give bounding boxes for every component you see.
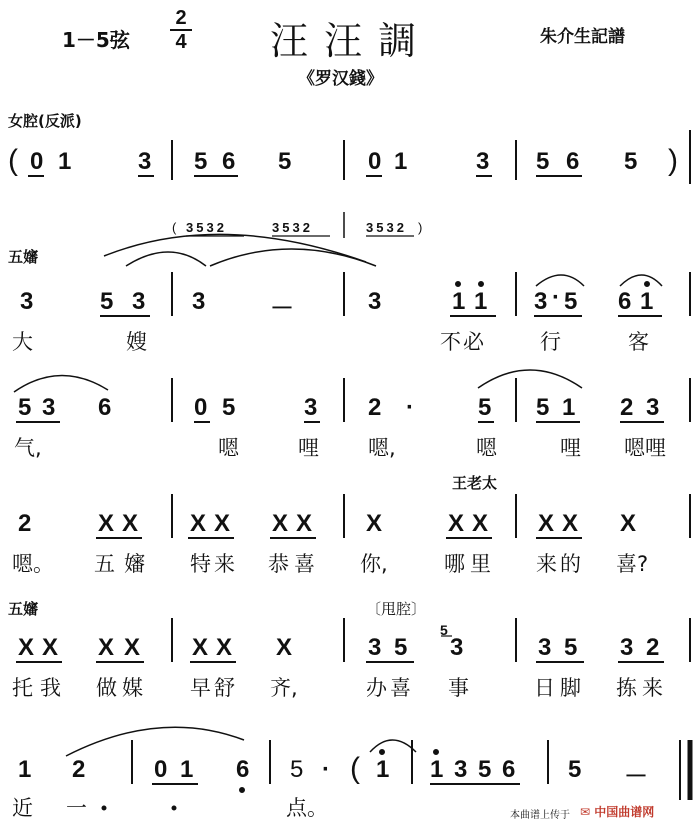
note: X [562, 510, 579, 537]
note: 1 [430, 756, 444, 783]
note: 5 [222, 394, 236, 421]
lyric: 一 [66, 796, 87, 820]
note: 5 [624, 148, 638, 175]
note: 5 [278, 148, 292, 175]
note: X [190, 510, 207, 537]
upload-note: 本曲谱上传于 [510, 810, 570, 821]
note: 3 [620, 634, 634, 661]
note: ( [8, 144, 18, 177]
accomp-note: 3532 [186, 220, 227, 235]
note: 1 [640, 288, 654, 315]
note: 2 [646, 634, 660, 661]
note: ( [350, 752, 360, 785]
note: 5 [536, 394, 550, 421]
note: 2 [18, 510, 32, 537]
note: 3 [192, 288, 206, 315]
accomp-note: ( [172, 220, 177, 235]
note: 3 [454, 756, 468, 783]
note: 3 [132, 288, 146, 315]
lyric: 的 [560, 552, 581, 576]
note: 3 [20, 288, 34, 315]
note: 3 [42, 394, 56, 421]
lyric: 托 [12, 676, 33, 700]
note: 5 [194, 148, 208, 175]
note: ) [668, 144, 678, 177]
lyric: 喜? [616, 552, 649, 576]
lyric: 来 [536, 552, 557, 576]
octave-dot-low [103, 807, 106, 810]
note: 3 [534, 288, 548, 315]
note: 1 [452, 288, 466, 315]
lyric: 拣 [616, 676, 637, 700]
role-female: 女腔(反派) [8, 112, 82, 130]
octave-dot [645, 282, 649, 286]
note: 3 [304, 394, 318, 421]
slur [14, 375, 108, 392]
octave-dot [456, 282, 460, 286]
note: 0 [194, 394, 208, 421]
site-name: 中国曲谱网 [594, 805, 655, 819]
slur [620, 275, 662, 286]
note: 1 [18, 756, 32, 783]
lyric: 嫂 [126, 330, 147, 354]
note: 5 [564, 634, 578, 661]
lyric: 大 [12, 330, 33, 354]
transcriber: 朱介生記譜 [540, 27, 625, 47]
note: 5 [290, 756, 304, 783]
lyric: 哪 [444, 552, 465, 576]
note: X [18, 634, 35, 661]
octave-dot-low [173, 807, 176, 810]
note: 3 [646, 394, 660, 421]
slur [104, 234, 366, 262]
note: 5 [478, 394, 492, 421]
lyric: 五 [94, 552, 115, 576]
logo-icon: ✉ [580, 805, 591, 819]
lyric: 气, [14, 436, 42, 460]
note: 2 [368, 394, 382, 421]
note: X [448, 510, 465, 537]
note: · [322, 756, 330, 783]
note: · [552, 284, 560, 311]
lyric: 近 [12, 796, 33, 820]
octave-dot [479, 282, 483, 286]
shuaiqiang-mark: 〔甩腔〕 [366, 600, 427, 618]
lyric: 脚 [560, 676, 581, 700]
lyric: 客 [628, 330, 649, 354]
grace-note: 5 [440, 622, 448, 638]
lyric: 嗯 [218, 436, 239, 460]
note: 6 [566, 148, 580, 175]
note: X [98, 510, 115, 537]
slur [478, 370, 582, 388]
accomp-note: 3532 [366, 220, 407, 235]
note: X [98, 634, 115, 661]
lyric: 你, [360, 552, 388, 576]
note: 1 [376, 756, 390, 783]
note: 6 [236, 756, 250, 783]
note: X [366, 510, 383, 537]
accomp-note: 3532 [272, 220, 313, 235]
note: 0 [368, 148, 382, 175]
note: － [270, 295, 294, 322]
note: 1 [394, 148, 408, 175]
note: X [216, 634, 233, 661]
note: 0 [30, 148, 44, 175]
lyric: 点。 [286, 796, 328, 820]
time-numerator: 2 [175, 7, 187, 29]
note: 6 [222, 148, 236, 175]
slur [66, 727, 244, 756]
role-wuchen: 五嬸 [8, 248, 39, 266]
lyric: 特 [190, 552, 211, 576]
lyric: 哩 [560, 436, 581, 460]
note: 2 [72, 756, 86, 783]
lyric: 来 [642, 676, 663, 700]
lyric: 事 [448, 676, 469, 700]
note: 2 [620, 394, 634, 421]
lyric: 行 [540, 330, 561, 354]
lyric: 办 [366, 676, 387, 700]
accomp-note: ) [418, 220, 423, 235]
lyric: 日 [534, 676, 555, 700]
slur [370, 740, 416, 752]
note: 3 [450, 634, 464, 661]
note: 0 [154, 756, 168, 783]
lyric: 舒 [214, 676, 235, 700]
note: 5 [564, 288, 578, 315]
note: 3 [138, 148, 152, 175]
octave-dot [434, 750, 438, 754]
lyric: 媒 [122, 676, 143, 700]
note: · [406, 394, 414, 421]
song-title: 汪 汪 調 [270, 19, 419, 63]
octave-dot [380, 750, 384, 754]
tuning-label: 1－5弦 [62, 28, 130, 52]
lyric: 嬸 [124, 552, 145, 576]
note: X [214, 510, 231, 537]
lyric: 嗯哩 [624, 436, 666, 460]
note: X [538, 510, 555, 537]
time-denominator: 4 [175, 31, 187, 53]
note: 3 [368, 634, 382, 661]
subtitle: 《罗汉錢》 [298, 69, 383, 89]
note: 1 [58, 148, 72, 175]
note: 5 [536, 148, 550, 175]
note: 1 [562, 394, 576, 421]
lyric: 恭 [268, 552, 289, 576]
lyric: 里 [470, 552, 491, 576]
lyric: 喜 [294, 552, 315, 576]
note: － [624, 763, 648, 790]
note: X [296, 510, 313, 537]
note: 3 [368, 288, 382, 315]
note: 5 [478, 756, 492, 783]
lyric: 来 [214, 552, 235, 576]
note: 3 [476, 148, 490, 175]
note: 1 [474, 288, 488, 315]
note: X [42, 634, 59, 661]
slur [210, 249, 376, 266]
note: 3 [538, 634, 552, 661]
note: X [122, 510, 139, 537]
lyric: 嗯。 [12, 552, 54, 576]
lyric: 嗯 [476, 436, 497, 460]
lyric: 做 [96, 676, 117, 700]
role-wanglaotai: 王老太 [452, 474, 498, 492]
note: X [124, 634, 141, 661]
note: 5 [100, 288, 114, 315]
note: 1 [180, 756, 194, 783]
note: 6 [98, 394, 112, 421]
lyric: 早 [190, 676, 211, 700]
lyric: 喜 [390, 676, 411, 700]
note: 6 [618, 288, 632, 315]
note: X [472, 510, 489, 537]
lyric: 哩 [298, 436, 319, 460]
note: 5 [568, 756, 582, 783]
note: X [192, 634, 209, 661]
role-wuchen: 五嬸 [8, 600, 39, 618]
lyric: 不必 [440, 330, 486, 354]
note: 6 [502, 756, 516, 783]
note: X [276, 634, 293, 661]
lyric: 我 [40, 676, 61, 700]
note: X [272, 510, 289, 537]
note: X [620, 510, 637, 537]
octave-dot-low [240, 788, 244, 792]
note: 5 [18, 394, 32, 421]
slur [536, 275, 584, 286]
note: 5 [394, 634, 408, 661]
lyric: 嗯, [368, 436, 396, 460]
lyric: 齐, [270, 676, 298, 700]
slur [126, 252, 206, 266]
